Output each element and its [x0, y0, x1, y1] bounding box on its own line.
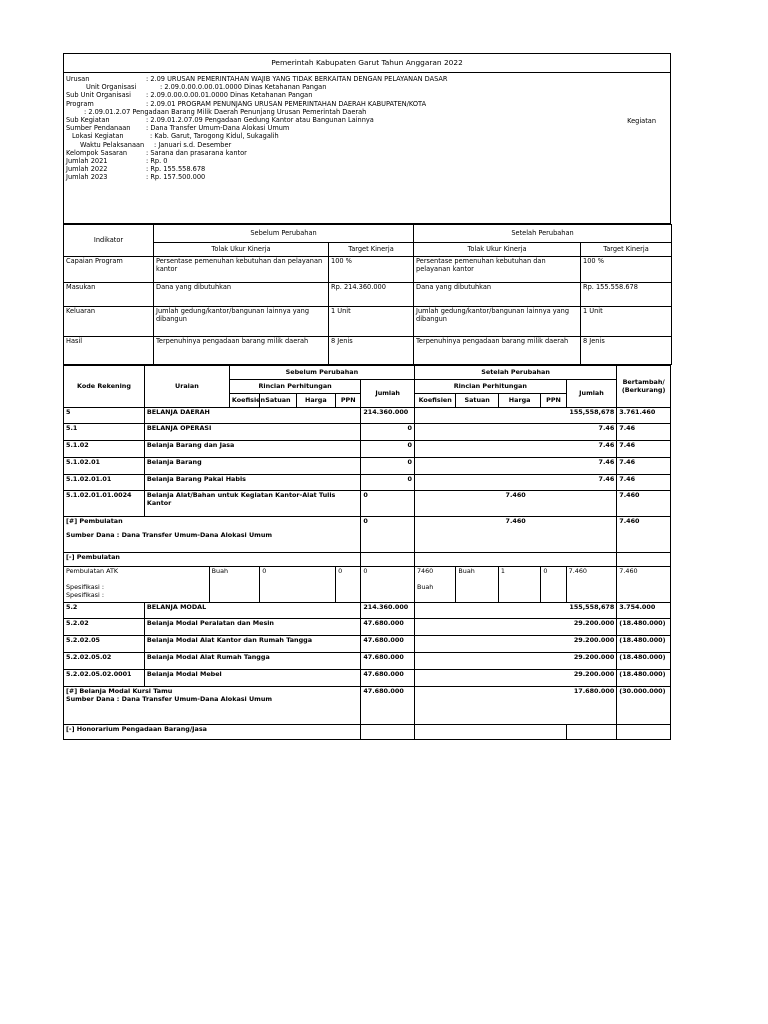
group-title: [#] Belanja Modal Kursi Tamu	[66, 687, 173, 695]
tolak-after: Dana yang dibutuhkan	[414, 283, 581, 307]
kode-cell: 5.1.02.01.01	[64, 475, 145, 491]
tolak-before: Dana yang dibutuhkan	[154, 283, 329, 307]
target-header: Target Kinerja	[329, 243, 414, 257]
uraian-cell: Belanja Barang	[144, 458, 360, 475]
rekening-table	[63, 365, 671, 740]
info-label: Lokasi Kegiatan	[72, 132, 124, 141]
tolak-before: Jumlah gedung/kantor/bangunan lainnya yang dibangun	[154, 307, 329, 337]
indikator-label: Keluaran	[64, 307, 154, 337]
info-value: : Dana Transfer Umum-Dana Alokasi Umum	[146, 124, 290, 133]
uraian-cell: BELANJA MODAL	[144, 603, 360, 619]
harga-header: Harga	[498, 394, 540, 408]
kode-cell: 5.2.02	[64, 619, 145, 636]
uraian-cell: Belanja Modal Peralatan dan Mesin	[144, 619, 360, 636]
kursi-group	[64, 687, 361, 725]
target-after: 100 %	[581, 257, 672, 283]
tolak-before: Persentase pemenuhan kebutuhan dan pelayanan kantor	[154, 257, 329, 283]
kode-cell: 5.1	[64, 424, 145, 441]
info-label: Urusan	[66, 75, 90, 83]
jumlah-before: 47.680.000	[361, 619, 415, 636]
spesifikasi: Spesifikasi :	[66, 590, 104, 599]
jumlah-after: 155,558,678	[414, 408, 616, 424]
empty-cell	[414, 725, 566, 740]
diff-cell: (30.000.000)	[617, 687, 671, 725]
jumlah-after: 155,558,678	[414, 603, 616, 619]
uraian-cell: BELANJA OPERASI	[144, 424, 360, 441]
kode-cell: 5.2	[64, 603, 145, 619]
uraian-header: Uraian	[144, 366, 229, 408]
uraian-cell: Belanja Modal Alat Rumah Tangga	[144, 653, 360, 670]
info-value: : 2.09.0.00.0.00.01.0000 Dinas Ketahanan Pangan	[160, 83, 327, 92]
indikator-label: Capaian Program	[64, 257, 154, 283]
sebelum-header: Sebelum Perubahan	[229, 366, 414, 380]
jumlah-after: 7.46	[414, 441, 616, 458]
info-label: Unit Organisasi	[86, 83, 137, 92]
info-value: : Rp. 157.500.000	[146, 173, 206, 182]
jumlah-before: 47.680.000	[361, 670, 415, 687]
uraian-cell: BELANJA DAERAH	[144, 408, 360, 424]
jumlah-before: 0	[361, 491, 415, 517]
info-value: : 2.09.01 PROGRAM PENUNJANG URUSAN PEMERINTAHAN DAERAH KABUPATEN/KOTA	[146, 99, 427, 108]
satuan-header: Satuan	[456, 394, 498, 408]
info-value: : Sarana dan prasarana kantor	[146, 148, 247, 157]
empty-cell	[414, 553, 616, 567]
diff-cell: 7.46	[617, 424, 671, 441]
koef-value: 7460	[416, 567, 434, 575]
tolak-after: Jumlah gedung/kantor/bangunan lainnya yang dibangun	[414, 307, 581, 337]
empty-cell	[617, 553, 671, 567]
target-after: Rp. 155.558.678	[581, 283, 672, 307]
group-title: [-] Pembulatan	[64, 553, 361, 567]
kode-cell: 5.1.02.01.01.0024	[64, 491, 145, 517]
jumlah-after: 7.46	[414, 475, 616, 491]
info-value: : Rp. 0	[146, 157, 168, 166]
target-before: Rp. 214.360.000	[329, 283, 414, 307]
ppn-after: 0	[541, 567, 566, 603]
koef-after	[414, 567, 455, 603]
satuan-header: Satuan	[260, 394, 296, 408]
harga-before: 0	[260, 567, 336, 603]
pembulatan-group	[64, 517, 361, 553]
kode-cell: 5.2.02.05.02.0001	[64, 670, 145, 687]
diff-cell: 7.460	[617, 491, 671, 517]
uraian-cell: Belanja Modal Mebel	[144, 670, 360, 687]
diff-cell: 3.754.000	[617, 603, 671, 619]
info-label: Sub Unit Organisasi	[66, 91, 131, 100]
info-block	[64, 73, 670, 223]
info-label: Jumlah 2022	[66, 165, 108, 174]
jumlah-before: 47.680.000	[361, 687, 415, 725]
info-label: Program	[66, 99, 94, 108]
tolak-after: Persentase pemenuhan kebutuhan dan pelayanan kantor	[414, 257, 581, 283]
diff-cell: 7.460	[617, 567, 671, 603]
jumlah-header: Jumlah	[361, 380, 415, 408]
rincian-header: Rincian Perhitungan	[414, 380, 566, 394]
spesifikasi: Spesifikasi :	[66, 582, 104, 591]
empty-cell	[361, 725, 415, 740]
satuan-before: Buah	[209, 567, 260, 603]
tolak-after: Terpenuhinya pengadaan barang milik daerah	[414, 337, 581, 365]
harga-after: 1	[498, 567, 540, 603]
jumlah-before: 0	[361, 517, 415, 553]
info-label: Waktu Pelaksanaan	[80, 140, 145, 149]
target-after: 8 Jenis	[581, 337, 672, 365]
item-uraian	[64, 567, 210, 603]
jumlah-after: 29.200.000	[414, 636, 616, 653]
item-name: Pembulatan ATK	[66, 567, 119, 575]
jumlah-after: 7.460	[414, 517, 616, 553]
diff-cell: 7.46	[617, 441, 671, 458]
sebelum-header: Sebelum Perubahan	[154, 225, 414, 243]
setelah-header: Setelah Perubahan	[414, 225, 672, 243]
uraian-cell: Belanja Barang Pakai Habis	[144, 475, 360, 491]
jumlah-after: 29.200.000	[414, 619, 616, 636]
document-title: Pemerintah Kabupaten Garut Tahun Anggaran 2022	[64, 54, 670, 73]
indikator-table	[63, 224, 672, 365]
koefisien-header: Koefisien	[229, 394, 259, 408]
info-value: : 2.09.01.2.07 Pengadaan Barang Milik Daerah Penunjang Urusan Pemerintah Daerah	[84, 107, 367, 116]
info-label: Kelompok Sasaran	[66, 148, 128, 157]
info-label: Jumlah 2023	[66, 173, 108, 182]
ppn-before: 0	[336, 567, 361, 603]
info-value: : Kab. Garut, Tarogong Kidul, Sukagalih	[150, 132, 279, 141]
group-title: [#] Pembulatan	[66, 517, 123, 525]
jumlah-before: 0	[361, 458, 415, 475]
jumlah-after: 7.460	[566, 567, 617, 603]
diff-cell: (18.480.000)	[617, 670, 671, 687]
diff-cell: 7.46	[617, 475, 671, 491]
info-label: Jumlah 2021	[66, 157, 108, 166]
empty-cell	[361, 553, 415, 567]
kode-cell: 5.1.02.01	[64, 458, 145, 475]
empty-cell	[617, 725, 671, 740]
jumlah-before: 214.360.000	[361, 603, 415, 619]
jumlah-before: 47.680.000	[361, 636, 415, 653]
indikator-label: Masukan	[64, 283, 154, 307]
diff-cell: (18.480.000)	[617, 619, 671, 636]
info-label: Sumber Pendanaan	[66, 124, 131, 133]
kode-rekening-header: Kode Rekening	[64, 366, 145, 408]
ppn-header: PPN	[336, 394, 361, 408]
jumlah-after: 7.46	[414, 458, 616, 475]
diff-cell: 3.761.460	[617, 408, 671, 424]
indikator-header: Indikator	[64, 225, 154, 257]
target-after: 1 Unit	[581, 307, 672, 337]
kode-cell: 5	[64, 408, 145, 424]
satuan-after: Buah	[456, 567, 498, 603]
info-value: : Rp. 155.558.678	[146, 165, 206, 174]
diff-cell: 7.460	[617, 517, 671, 553]
header-frame	[63, 53, 671, 224]
jumlah-after: 29.200.000	[414, 653, 616, 670]
uraian-cell: Belanja Barang dan Jasa	[144, 441, 360, 458]
rincian-header: Rincian Perhitungan	[229, 380, 360, 394]
harga-header: Harga	[296, 394, 335, 408]
group-title: [-] Honorarium Pengadaan Barang/Jasa	[64, 725, 361, 740]
jumlah-header: Jumlah	[566, 380, 617, 408]
info-label: Sub Kegiatan	[66, 116, 110, 125]
empty-cell	[566, 725, 617, 740]
target-before: 1 Unit	[329, 307, 414, 337]
diff-cell: (18.480.000)	[617, 653, 671, 670]
jumlah-before: 0	[361, 441, 415, 458]
jumlah-before: 0	[361, 567, 415, 603]
diff-cell: (18.480.000)	[617, 636, 671, 653]
diff-cell: 7.46	[617, 458, 671, 475]
target-before: 100 %	[329, 257, 414, 283]
setelah-header: Setelah Perubahan	[414, 366, 616, 380]
jumlah-after: 7.46	[414, 424, 616, 441]
jumlah-after: 7.460	[414, 491, 616, 517]
sumber-dana: Sumber Dana : Dana Transfer Umum-Dana Alokasi Umum	[66, 530, 273, 539]
kode-cell: 5.2.02.05.02	[64, 653, 145, 670]
kegiatan-label: Kegiatan	[627, 117, 656, 125]
uraian-cell: Belanja Alat/Bahan untuk Kegiatan Kantor-Alat Tulis Kantor	[144, 491, 360, 517]
koefisien-header: Koefisien	[414, 394, 455, 408]
sumber-dana: Sumber Dana : Dana Transfer Umum-Dana Alokasi Umum	[66, 694, 273, 703]
info-value: : 2.09 URUSAN PEMERINTAHAN WAJIB YANG TIDAK BERKAITAN DENGAN PELAYANAN DASAR	[146, 75, 448, 83]
info-value: : 2.09.0.00.0.00.01.0000 Dinas Ketahanan Pangan	[146, 91, 313, 100]
info-value: : Januari s.d. Desember	[154, 140, 232, 149]
uraian-cell: Belanja Modal Alat Kantor dan Rumah Tangga	[144, 636, 360, 653]
ppn-header: PPN	[541, 394, 566, 408]
tolak-header: Tolak Ukur Kinerja	[414, 243, 581, 257]
indikator-label: Hasil	[64, 337, 154, 365]
target-header: Target Kinerja	[581, 243, 672, 257]
jumlah-before: 0	[361, 475, 415, 491]
kode-cell: 5.1.02	[64, 441, 145, 458]
jumlah-after: 17.680.000	[414, 687, 616, 725]
bertambah-header: Bertambah/ (Berkurang)	[617, 366, 671, 408]
jumlah-after: 29.200.000	[414, 670, 616, 687]
jumlah-before: 214.360.000	[361, 408, 415, 424]
tolak-before: Terpenuhinya pengadaan barang milik daerah	[154, 337, 329, 365]
target-before: 8 Jenis	[329, 337, 414, 365]
info-value: : 2.09.01.2.07.09 Pengadaan Gedung Kantor atau Bangunan Lainnya	[146, 116, 374, 125]
jumlah-before: 47.680.000	[361, 653, 415, 670]
jumlah-before: 0	[361, 424, 415, 441]
kode-cell: 5.2.02.05	[64, 636, 145, 653]
tolak-header: Tolak Ukur Kinerja	[154, 243, 329, 257]
koef-unit: Buah	[416, 582, 434, 591]
